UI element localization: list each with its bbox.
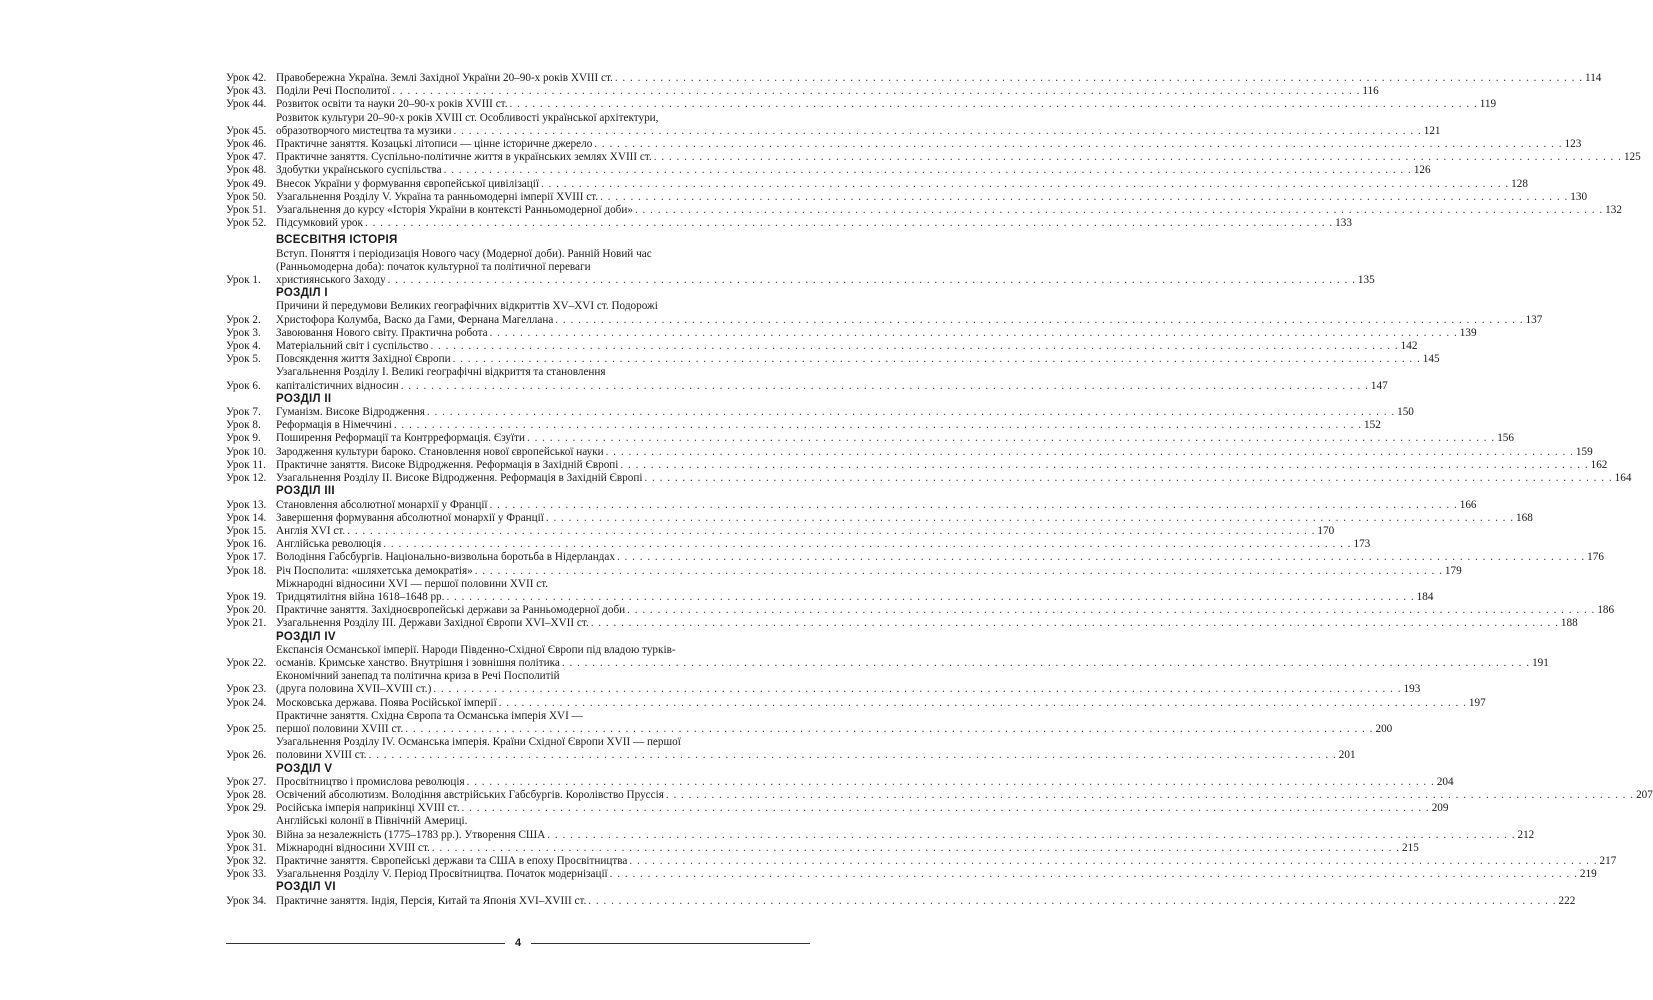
lesson-title-line: Узагальнення Розділу ІІІ. Держави Західної Європи XVI–XVII ст. (276, 617, 589, 630)
page-ref: 179 (1444, 564, 1462, 577)
page-ref: 137 (1525, 313, 1543, 326)
lesson-label: Урок 24. (226, 696, 267, 709)
lesson-title-line: Завоювання Нового світу. Практична робота (276, 326, 488, 339)
dot-leader (600, 191, 1568, 204)
toc-entry[interactable] (226, 551, 1604, 564)
lesson-title-line: Узагальнення Розділу І. Великі географічні відкриття та становлення (276, 366, 606, 379)
lesson-title-line: (Ранньомодерна доба): початок культурної та політичної переваги (276, 260, 591, 273)
lesson-label: Урок 50. (226, 190, 267, 203)
page-ref: 139 (1459, 326, 1477, 339)
lesson-label: Урок 45. (226, 124, 267, 137)
toc-entry[interactable] (226, 815, 1535, 841)
toc-entry[interactable] (226, 98, 1497, 111)
lesson-title-line: Становлення абсолютної монархії у Франції (276, 498, 488, 511)
page-ref: 152 (1364, 419, 1381, 432)
toc-entry[interactable] (226, 498, 1477, 512)
lesson-title-line: Війна за незалежність (1775–1783 рр.). Утворення США (276, 828, 546, 841)
lesson-label: Урок 46. (226, 138, 267, 151)
lesson-title-line: Правобережна Україна. Землі Західної України 20–90-х років XVIII ст. (276, 72, 613, 84)
lesson-title-line: першої половини XVIII ст. (276, 722, 404, 735)
dot-leader (555, 314, 1523, 327)
lesson-title-line: Освічений абсолютизм. Володіння австрійських Габсбургів. Королівство Пруссія (276, 788, 664, 801)
dot-leader (453, 353, 1421, 366)
lesson-label: Урок 8. (226, 419, 261, 432)
page-ref: 162 (1590, 458, 1608, 471)
dot-leader (365, 217, 1333, 230)
page-ref: 188 (1560, 617, 1578, 630)
dot-leader (401, 380, 1369, 393)
toc-entry[interactable] (226, 472, 1632, 485)
lesson-label: Урок 32. (226, 854, 267, 867)
lesson-title-line: Узагальнення Розділу IV. Османська імперія. Країни Східної Європи XVII — першої (276, 736, 681, 749)
table-of-contents (226, 72, 1653, 908)
lesson-label: Урок 3. (226, 326, 261, 339)
toc-entry[interactable] (226, 177, 1528, 191)
lesson-title-line: Підсумковий урок (276, 217, 363, 230)
lesson-label: Урок 15. (226, 524, 267, 537)
page-ref: 142 (1400, 340, 1418, 353)
page-ref: 222 (1558, 894, 1576, 907)
dot-leader (462, 802, 1430, 815)
lesson-title-line: Річ Посполита: «шляхетська демократія» (276, 564, 473, 577)
lesson-label: Урок 34. (226, 894, 267, 907)
lesson-label: Урок 1. (226, 274, 261, 287)
toc-entry[interactable] (226, 841, 1419, 855)
page-ref: 133 (1335, 217, 1352, 230)
page-ref: 159 (1575, 445, 1593, 458)
dot-leader (405, 723, 1373, 736)
page-ref: 145 (1422, 353, 1440, 366)
dot-leader (427, 406, 1395, 419)
dot-leader (499, 697, 1467, 710)
toc-entry[interactable] (226, 696, 1486, 710)
toc-entry[interactable] (226, 788, 1653, 802)
lesson-label: Урок 22. (226, 656, 267, 669)
toc-entry[interactable] (226, 366, 1388, 392)
lesson-label: Урок 9. (226, 432, 261, 445)
lesson-label: Урок 17. (226, 551, 267, 564)
dot-leader (541, 178, 1509, 191)
lesson-label: Урок 27. (226, 775, 267, 788)
lesson-title-line: Практичне заняття. Східна Європа та Османська імперія XVI — (276, 709, 583, 722)
page-ref: 193 (1403, 683, 1421, 696)
page-number: 4 (514, 937, 522, 949)
dot-leader (588, 895, 1556, 908)
page-ref: 209 (1431, 802, 1449, 815)
page-ref: 116 (1362, 85, 1379, 98)
dot-leader (510, 98, 1478, 111)
lesson-label: Урок 16. (226, 538, 267, 551)
toc-entry[interactable] (226, 445, 1593, 459)
page-ref: 207 (1636, 788, 1653, 801)
page-ref: 128 (1511, 177, 1528, 190)
toc-entry[interactable] (226, 85, 1379, 98)
lesson-label: Урок 43. (226, 85, 267, 98)
dot-leader (644, 472, 1612, 485)
dot-leader (430, 340, 1398, 353)
page-ref: 170 (1317, 524, 1335, 537)
lesson-title-line: Просвітництво і промислова революція (276, 775, 465, 788)
dot-leader (388, 274, 1356, 287)
page-ref: 114 (1585, 72, 1602, 84)
lesson-label: Урок 19. (226, 590, 267, 603)
toc-entry[interactable] (226, 247, 1375, 288)
toc-entry[interactable] (226, 326, 1477, 340)
lesson-title-line: Зародження культури бароко. Становлення нової європейської науки (276, 445, 604, 458)
section-heading: РОЗДІЛ VI (276, 881, 336, 894)
lesson-label: Урок 33. (226, 868, 267, 881)
lesson-title-line: Поширення Реформації та Контрреформація. Єзуїти (276, 432, 525, 445)
toc-entry[interactable] (226, 868, 1597, 881)
lesson-title-line: образотворчого мистецтва та музики (276, 124, 452, 137)
dot-leader (446, 591, 1414, 604)
lesson-title-line: Англійська революція (276, 538, 382, 551)
dot-leader (369, 749, 1337, 762)
page-ref: 166 (1459, 498, 1477, 511)
lesson-label: Урок 44. (226, 98, 267, 111)
lesson-label: Урок 10. (226, 445, 267, 458)
toc-entry[interactable] (226, 204, 1622, 217)
dot-leader (392, 85, 1360, 98)
lesson-title-line: Міжнародні відносини XVIII ст. (276, 841, 430, 854)
lesson-title-line: Англія XVI ст. (276, 524, 346, 537)
lesson-label: Урок 21. (226, 617, 267, 630)
dot-leader (610, 868, 1578, 881)
lesson-title-line: Внесок України у формування європейської цивілізації (276, 177, 539, 190)
dot-leader (490, 499, 1458, 512)
section-heading: РОЗДІЛ ІІ (276, 392, 332, 405)
toc-entry[interactable] (226, 340, 1418, 353)
lesson-title-line: Тридцятилітня війна 1618–1648 рр. (276, 590, 445, 603)
page-ref: 219 (1579, 868, 1597, 881)
dot-leader (467, 776, 1435, 789)
toc-entry[interactable] (226, 406, 1414, 419)
toc-entry[interactable] (226, 353, 1440, 366)
dot-leader (394, 419, 1362, 432)
toc-entry[interactable] (226, 164, 1431, 177)
dot-leader (620, 459, 1588, 472)
lesson-title-line: Практичне заняття. Високе Відродження. Реформація в Західній Європі (276, 458, 619, 471)
lesson-label: Урок 2. (226, 313, 261, 326)
lesson-label: Урок 4. (226, 340, 261, 353)
dot-leader (591, 617, 1559, 630)
page-ref: 212 (1517, 828, 1535, 841)
page-ref: 217 (1599, 854, 1617, 867)
page-ref: 164 (1614, 472, 1632, 485)
lesson-title-line: (друга половина XVII–XVIII ст.) (276, 683, 432, 696)
page-ref: 215 (1402, 841, 1419, 854)
toc-entry[interactable] (226, 802, 1449, 815)
lesson-title-line: Економічний занепад та політична криза в Речі Посполитій (276, 670, 560, 683)
page-ref: 197 (1468, 696, 1486, 709)
page-ref: 200 (1375, 722, 1393, 735)
lesson-label: Урок 25. (226, 722, 267, 735)
lesson-title-line: Здобутки українського суспільства (276, 164, 442, 177)
lesson-title-line: Причини й передумови Великих географічних відкриттів XV–XVI ст. Подорожі (276, 300, 658, 313)
dot-leader (562, 657, 1530, 670)
lesson-label: Урок 7. (226, 406, 261, 419)
dot-leader (444, 164, 1412, 177)
lesson-label: Урок 13. (226, 498, 267, 511)
page-ref: 130 (1570, 190, 1588, 203)
page-ref: 168 (1516, 511, 1533, 524)
toc-entry[interactable] (226, 577, 1434, 604)
dot-leader (383, 538, 1351, 551)
dot-leader (547, 829, 1515, 842)
toc-entry[interactable] (226, 538, 1371, 551)
dot-leader (347, 525, 1315, 538)
dot-leader (454, 125, 1422, 138)
toc-entry[interactable] (226, 709, 1393, 736)
section-heading: РОЗДІЛ ІІІ (276, 485, 335, 498)
dot-leader (627, 604, 1595, 617)
toc-entry[interactable] (226, 138, 1582, 151)
toc-entry[interactable] (226, 111, 1441, 138)
lesson-label: Урок 30. (226, 828, 267, 841)
page-ref: 121 (1423, 124, 1441, 137)
lesson-title-line: Міжнародні відносини XVI — першої половини XVII ст. (276, 577, 549, 590)
section-heading: РОЗДІЛ І (276, 287, 328, 300)
lesson-label: Урок 47. (226, 151, 267, 164)
lesson-label: Урок 18. (226, 564, 267, 577)
dot-leader (666, 789, 1634, 802)
lesson-title-line: Узагальнення Розділу ІІ. Високе Відродження. Реформація в Західній Європі (276, 472, 643, 485)
lesson-title-line: Гуманізм. Високе Відродження (276, 406, 425, 419)
toc-entry[interactable] (226, 432, 1514, 445)
dot-leader (546, 512, 1514, 525)
lesson-label: Урок 5. (226, 353, 261, 366)
toc-entry[interactable] (226, 643, 1549, 670)
toc-entry[interactable] (226, 775, 1454, 789)
lesson-title-line: Московська держава. Поява Російської імперії (276, 696, 497, 709)
page-ref: 119 (1479, 98, 1497, 111)
lesson-title-line: Повсякдення життя Західної Європи (276, 353, 451, 366)
dot-leader (490, 327, 1458, 340)
dot-leader (654, 151, 1622, 164)
page-ref: 150 (1397, 406, 1414, 419)
toc-entry[interactable] (226, 617, 1578, 630)
lesson-title-line: Вступ. Поняття і періодизація Нового часу (Модерної доби). Ранній Новий час (276, 247, 652, 260)
toc-entry[interactable] (226, 511, 1533, 525)
toc-entry[interactable] (226, 217, 1352, 230)
page-ref: 126 (1413, 164, 1431, 177)
page-ref: 123 (1564, 138, 1582, 151)
lesson-label: Урок 48. (226, 164, 267, 177)
lesson-label: Урок 26. (226, 749, 267, 762)
lesson-title-line: Володіння Габсбургів. Національно-визвольна боротьба в Нідерландах (276, 551, 615, 564)
lesson-title-line: Англійські колонії в Північній Америці. (276, 815, 468, 828)
dot-leader (606, 446, 1574, 459)
lesson-title-line: Реформація в Німеччині (276, 419, 392, 432)
lesson-label: Урок 6. (226, 379, 261, 392)
dot-leader (629, 855, 1597, 868)
lesson-title-line: Розвиток освіти та науки 20–90-х років XVIII ст. (276, 98, 508, 111)
lesson-title-line: капіталістичних відносин (276, 379, 399, 392)
lesson-label: Урок 28. (226, 788, 267, 801)
toc-entry[interactable] (226, 458, 1608, 472)
lesson-title-line: християнського Заходу (276, 274, 386, 287)
lesson-label: Урок 14. (226, 511, 267, 524)
page-ref: 186 (1597, 604, 1615, 617)
toc-entry[interactable] (226, 854, 1617, 868)
toc-entry[interactable] (226, 564, 1462, 578)
lesson-title-line: половини XVIII ст. (276, 749, 367, 762)
section-heading: РОЗДІЛ V (276, 762, 333, 775)
page-ref: 176 (1587, 551, 1604, 564)
lesson-title-line: Російська імперія наприкінці XVIII ст. (276, 802, 460, 815)
page-ref: 173 (1353, 538, 1371, 551)
page-ref: 184 (1416, 590, 1434, 603)
page-footer (226, 936, 810, 950)
page-ref: 147 (1370, 379, 1388, 392)
toc-entry[interactable] (226, 670, 1421, 696)
toc-entry[interactable] (226, 190, 1588, 204)
lesson-title-line: Матеріальний світ і суспільство (276, 340, 429, 353)
page-ref: 191 (1532, 656, 1549, 669)
toc-entry[interactable] (226, 300, 1543, 326)
lesson-label: Урок 51. (226, 204, 267, 217)
dot-leader (617, 551, 1585, 564)
lesson-label: Урок 42. (226, 72, 267, 84)
toc-entry[interactable] (226, 419, 1381, 432)
lesson-label: Урок 12. (226, 472, 267, 485)
lesson-label: Урок 52. (226, 217, 267, 230)
dot-leader (475, 565, 1443, 578)
toc-entry[interactable] (226, 524, 1335, 538)
lesson-title-line: Узагальнення Розділу V. Період Просвітництва. Початок модернізації (276, 868, 608, 881)
lesson-label: Урок 29. (226, 802, 267, 815)
lesson-title-line: Практичне заняття. Суспільно-політичне життя в українських землях XVIII ст. (276, 151, 652, 164)
dot-leader (635, 204, 1603, 217)
footer-rule-right (531, 943, 810, 944)
dot-leader (527, 432, 1495, 445)
lesson-title-line: Практичне заняття. Козацькі літописи — цінне історичне джерело (276, 138, 593, 151)
page-ref: 135 (1357, 274, 1375, 287)
page-ref: 125 (1623, 151, 1641, 164)
toc-entry[interactable] (226, 72, 1602, 85)
lesson-title-line: Завершення формування абсолютної монархії у Франції (276, 511, 544, 524)
section-heading: ВСЕСВІТНЯ ІСТОРІЯ (276, 234, 398, 247)
page-ref: 201 (1338, 749, 1356, 762)
lesson-title-line: Узагальнення до курсу «Історія України в контексті Ранньомодерної доби» (276, 204, 633, 217)
footer-rule-left (226, 943, 505, 944)
toc-entry[interactable] (226, 604, 1615, 617)
lesson-title-line: Узагальнення Розділу V. Україна та ранньомодерні імперії XVIII ст. (276, 190, 599, 203)
lesson-label: Урок 31. (226, 841, 267, 854)
lesson-title-line: Практичне заняття. Західноєвропейські держави за Ранньомодерної доби (276, 604, 626, 617)
toc-entry[interactable] (226, 151, 1641, 164)
lesson-title-line: Експансія Османської імперії. Народи Південно-Східної Європи під владою турків- (276, 643, 676, 656)
dot-leader (615, 72, 1583, 85)
dot-leader (433, 683, 1401, 696)
lesson-title-line: Практичне заняття. Європейські держави та США в епоху Просвітництва (276, 854, 628, 867)
page-ref: 132 (1605, 204, 1622, 217)
lesson-label: Урок 23. (226, 683, 267, 696)
toc-entry[interactable] (226, 894, 1576, 908)
section-heading: РОЗДІЛ IV (276, 630, 336, 643)
dot-leader (432, 842, 1400, 855)
lesson-label: Урок 20. (226, 604, 267, 617)
lesson-title-line: Поділи Речі Посполитої (276, 85, 391, 98)
lesson-title-line: Розвиток культури 20–90-х років XVIII ст. Особливості української архітектури, (276, 111, 659, 124)
dot-leader (594, 138, 1562, 151)
page-ref: 204 (1436, 775, 1454, 788)
lesson-title-line: Христофора Колумба, Васко да Гами, Фернана Магеллана (276, 313, 554, 326)
lesson-label: Урок 49. (226, 177, 267, 190)
toc-entry[interactable] (226, 736, 1356, 762)
lesson-title-line: османів. Кримське ханство. Внутрішня і зовнішня політика (276, 656, 560, 669)
page-ref: 156 (1497, 432, 1514, 445)
lesson-label: Урок 11. (226, 458, 266, 471)
lesson-title-line: Практичне заняття. Індія, Персія, Китай та Японія XVI–XVIII ст. (276, 894, 587, 907)
